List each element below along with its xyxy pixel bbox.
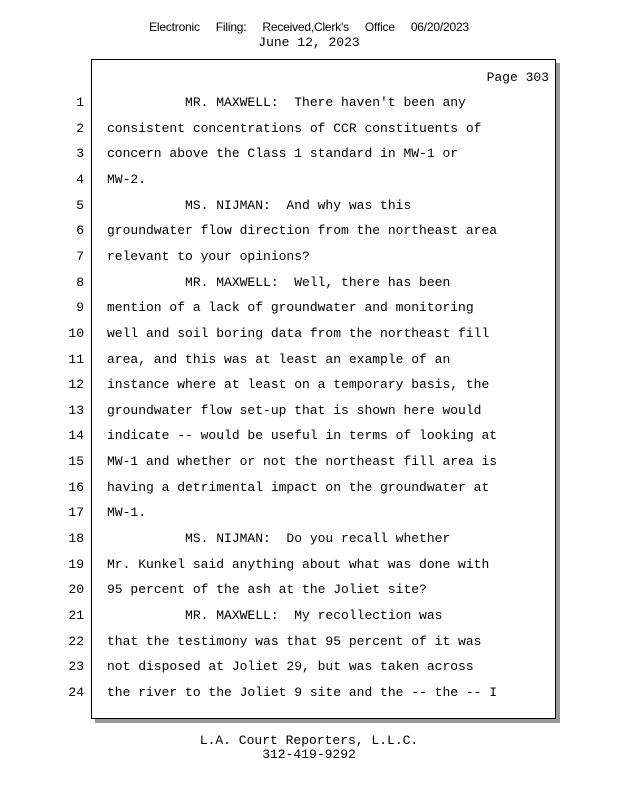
filing-stamp-office: Office	[364, 20, 395, 34]
transcript-line: Mr. Kunkel said anything about what was done with	[107, 557, 490, 572]
transcript-line: instance where at least on a temporary basis, the	[107, 377, 490, 392]
filing-stamp-date: 06/20/2023	[410, 20, 469, 34]
line-number: 4	[76, 172, 84, 187]
transcript-line: consistent concentrations of CCR constituents of	[107, 121, 482, 136]
transcript-line: concern above the Class 1 standard in MW-1 or	[107, 146, 459, 161]
transcript-line: MW-1.	[107, 505, 147, 520]
line-number: 19	[68, 557, 84, 572]
transcript-line: MS. NIJMAN: And why was this	[107, 198, 412, 213]
line-number: 3	[76, 146, 84, 161]
transcript-line: MR. MAXWELL: My recollection was	[107, 608, 443, 623]
transcript-line: area, and this was at least an example of an	[107, 352, 451, 367]
transcript-line: that the testimony was that 95 percent of it was	[107, 634, 482, 649]
line-number: 13	[68, 403, 84, 418]
line-number: 10	[68, 326, 84, 341]
transcript-line: MS. NIJMAN: Do you recall whether	[107, 531, 451, 546]
line-number: 7	[76, 249, 84, 264]
transcript-line: 95 percent of the ash at the Joliet site?	[107, 582, 427, 597]
transcript-line: well and soil boring data from the northeast fill	[107, 326, 490, 341]
line-number: 8	[76, 275, 84, 290]
line-number: 22	[68, 634, 84, 649]
transcript-line: having a detrimental impact on the groundwater at	[107, 480, 490, 495]
line-number: 18	[68, 531, 84, 546]
filing-stamp-received: Received,Clerk's	[262, 20, 349, 34]
transcript-line: MR. MAXWELL: There haven't been any	[107, 95, 466, 110]
transcript-line: the river to the Joliet 9 site and the -- the -- I	[107, 685, 498, 700]
transcript-line: MW-1 and whether or not the northeast fill area is	[107, 454, 498, 469]
transcript-line: MR. MAXWELL: Well, there has been	[107, 275, 451, 290]
filing-stamp-electronic: Electronic	[149, 20, 200, 34]
line-number: 14	[68, 428, 84, 443]
footer-company: L.A. Court Reporters, L.L.C.	[199, 733, 419, 748]
transcript-line: groundwater flow set-up that is shown here would	[107, 403, 482, 418]
header-date: June 12, 2023	[258, 35, 360, 50]
filing-stamp	[0, 20, 618, 34]
line-number: 9	[76, 300, 84, 315]
line-number: 20	[68, 582, 84, 597]
line-number: 21	[68, 608, 84, 623]
transcript-line: mention of a lack of groundwater and monitoring	[107, 300, 474, 315]
line-number: 5	[76, 198, 84, 213]
line-number: 17	[68, 505, 84, 520]
transcript-line: MW-2.	[107, 172, 147, 187]
line-number: 24	[68, 685, 84, 700]
transcript-line: indicate -- would be useful in terms of looking at	[107, 428, 498, 443]
transcript-line: groundwater flow direction from the northeast area	[107, 223, 498, 238]
transcript-line: relevant to your opinions?	[107, 249, 310, 264]
line-number: 1	[76, 95, 84, 110]
line-number: 11	[68, 352, 84, 367]
filing-stamp-filing: Filing:	[215, 20, 247, 34]
line-number: 2	[76, 121, 84, 136]
page-number: Page 303	[486, 70, 549, 85]
line-number: 15	[68, 454, 84, 469]
line-number: 16	[68, 480, 84, 495]
line-number: 6	[76, 223, 84, 238]
transcript-line: not disposed at Joliet 29, but was taken across	[107, 659, 474, 674]
line-number: 23	[68, 659, 84, 674]
line-number: 12	[68, 377, 84, 392]
footer-phone: 312-419-9292	[262, 747, 356, 762]
